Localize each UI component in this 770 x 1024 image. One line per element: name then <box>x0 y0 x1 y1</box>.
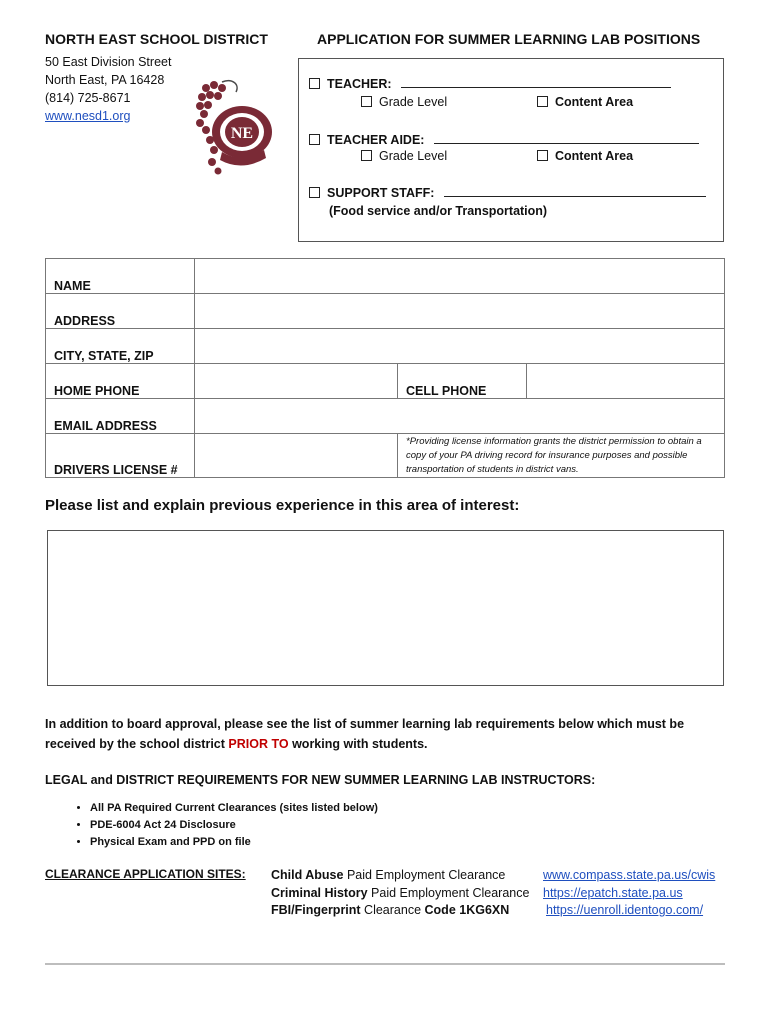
clearance-type: FBI/Fingerprint <box>271 903 361 917</box>
license-note: *Providing license information grants the district permission to obtain a copy of your PA driving record for insurance purposes and possible transportation of students in district vans. <box>398 434 725 478</box>
clearance-detail: Paid Employment Clearance <box>343 868 506 882</box>
identogo-link[interactable]: https://uenroll.identogo.com/ <box>546 903 704 917</box>
aide-content-checkbox[interactable] <box>537 150 548 161</box>
city-state-zip-input[interactable] <box>195 329 725 364</box>
teacher-row <box>309 76 671 91</box>
support-staff-checkbox[interactable] <box>309 187 320 198</box>
clearance-links <box>543 867 715 920</box>
district-website-link[interactable]: www.nesd1.org <box>45 109 131 123</box>
prior-to-highlight: PRIOR TO <box>228 737 289 751</box>
clearance-code: Code 1KG6XN <box>424 903 510 917</box>
address-line2: North East, PA 16428 <box>45 73 165 87</box>
clearance-detail: Clearance <box>360 903 425 917</box>
support-staff-field[interactable] <box>444 185 706 197</box>
clearance-row <box>271 902 529 920</box>
requirement-item: • PDE-6004 Act 24 Disclosure <box>90 817 378 834</box>
aide-grade-option <box>361 149 447 163</box>
aide-content-option <box>537 149 633 163</box>
experience-textarea[interactable] <box>47 530 724 686</box>
cell-phone-label: CELL PHONE <box>398 364 527 399</box>
compass-link[interactable]: www.compass.state.pa.us/cwis <box>543 868 716 882</box>
drivers-license-input[interactable] <box>195 434 398 478</box>
clearance-row <box>271 867 529 885</box>
teacher-aide-row <box>309 132 699 147</box>
district-name: NORTH EAST SCHOOL DISTRICT <box>45 31 268 47</box>
board-note-text: In addition to board approval, please see the list of summer learning lab requirements below which must be received by the school district <box>45 717 685 751</box>
applicant-info-table <box>45 258 725 478</box>
teacher-content-checkbox[interactable] <box>537 96 548 107</box>
city-state-zip-label: CITY, STATE, ZIP <box>46 329 195 364</box>
email-label: EMAIL ADDRESS <box>46 399 195 434</box>
grade-level-label: Grade Level <box>379 149 448 163</box>
requirements-heading: LEGAL and DISTRICT REQUIREMENTS FOR NEW SUMMER LEARNING LAB INSTRUCTORS: <box>45 773 596 787</box>
name-label: NAME <box>46 259 195 294</box>
teacher-aide-field[interactable] <box>434 132 699 144</box>
teacher-grade-checkbox[interactable] <box>361 96 372 107</box>
address-input[interactable] <box>195 294 725 329</box>
email-input[interactable] <box>195 399 725 434</box>
logo-ne-mark: NE <box>230 125 254 142</box>
cell-phone-input[interactable] <box>527 364 725 399</box>
teacher-aide-label: TEACHER AIDE: <box>327 133 425 147</box>
district-address <box>45 53 171 125</box>
support-staff-note: (Food service and/or Transportation) <box>329 204 548 218</box>
epatch-link[interactable]: https://epatch.state.pa.us <box>543 885 683 900</box>
teacher-grade-option <box>361 95 447 109</box>
clearance-type: Child Abuse <box>271 868 344 882</box>
address-line1: 50 East Division Street <box>45 55 172 69</box>
content-area-label: Content Area <box>555 95 634 109</box>
clearance-types <box>271 867 529 920</box>
home-phone-label: HOME PHONE <box>46 364 195 399</box>
home-phone-input[interactable] <box>195 364 398 399</box>
drivers-license-label: DRIVERS LICENSE # <box>46 434 195 478</box>
clearance-detail: Paid Employment Clearance <box>367 885 530 900</box>
clearance-row <box>271 885 529 903</box>
district-phone: (814) 725-8671 <box>45 91 131 105</box>
name-input[interactable] <box>195 259 725 294</box>
teacher-content-option <box>537 95 633 109</box>
clearance-type: Criminal History <box>271 885 368 900</box>
requirements-list <box>46 800 378 851</box>
support-staff-label: SUPPORT STAFF: <box>327 186 435 200</box>
board-approval-note <box>45 714 730 754</box>
teacher-aide-checkbox[interactable] <box>309 134 320 145</box>
application-title: APPLICATION FOR SUMMER LEARNING LAB POSITIONS <box>317 31 701 47</box>
address-label: ADDRESS <box>46 294 195 329</box>
board-note-end: working with students. <box>288 737 428 751</box>
aide-grade-checkbox[interactable] <box>361 150 372 161</box>
experience-prompt: Please list and explain previous experience in this area of interest: <box>45 497 520 514</box>
teacher-checkbox[interactable] <box>309 78 320 89</box>
content-area-label: Content Area <box>555 149 634 163</box>
teacher-field[interactable] <box>401 76 671 88</box>
requirement-item: • Physical Exam and PPD on file <box>90 834 378 851</box>
footer-divider <box>45 963 725 965</box>
district-logo <box>192 78 276 178</box>
clearance-sites-label: CLEARANCE APPLICATION SITES: <box>45 867 246 881</box>
teacher-label: TEACHER: <box>327 77 392 91</box>
support-staff-row <box>309 185 706 200</box>
requirement-item: • All PA Required Current Clearances (sites listed below) <box>90 800 378 817</box>
grade-level-label: Grade Level <box>379 95 448 109</box>
